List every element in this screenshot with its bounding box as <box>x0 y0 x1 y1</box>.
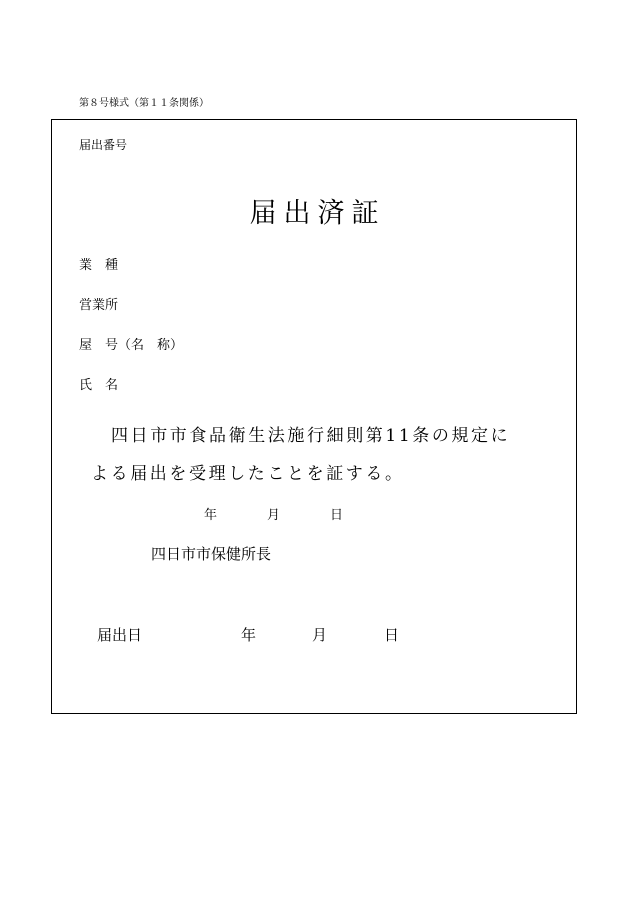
form-reference: 第８号様式（第１１条関係） <box>79 98 209 109</box>
issue-date-month: 月 <box>267 508 281 523</box>
full-name-label: 氏 名 <box>79 378 119 393</box>
issuer-name: 四日市市保健所長 <box>151 545 272 563</box>
filing-date-label: 届出日 <box>97 626 143 644</box>
issue-date-year: 年 <box>204 508 218 523</box>
certificate-frame <box>51 119 577 714</box>
issue-date-day: 日 <box>330 508 344 523</box>
trade-name-label: 屋 号（名 称） <box>79 338 184 353</box>
filing-date-month: 月 <box>312 626 328 644</box>
certificate-title: 届出済証 <box>249 198 386 229</box>
certification-text-line-2: よる届出を受理したことを証する。 <box>91 464 405 484</box>
filing-number-label: 届出番号 <box>79 138 128 152</box>
certification-text-line-1: 四日市市食品衛生法施行細則第11条の規定に <box>111 426 511 446</box>
filing-date-day: 日 <box>384 626 400 644</box>
filing-date-year: 年 <box>241 626 257 644</box>
business-office-label: 営業所 <box>79 298 119 313</box>
business-type-label: 業 種 <box>79 258 119 273</box>
